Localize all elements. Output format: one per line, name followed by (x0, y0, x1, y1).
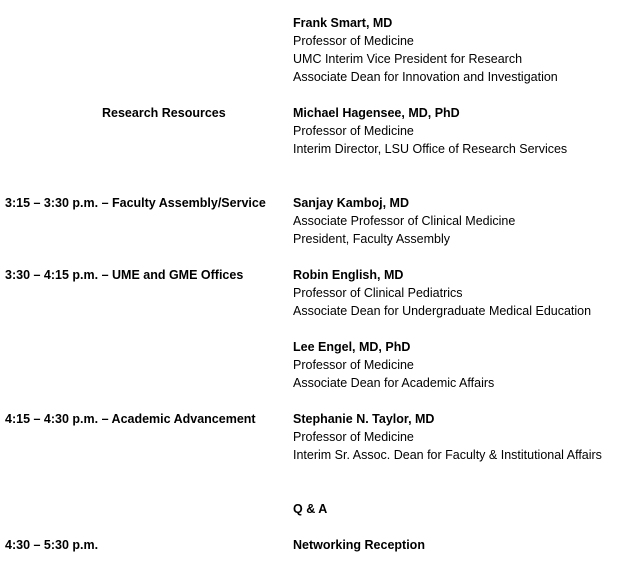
speaker-taylor-title: Professor of Medicine (293, 430, 414, 444)
speaker-hagensee-title: Interim Director, LSU Office of Research Services (293, 142, 568, 156)
speaker-smart-title: Professor of Medicine (293, 34, 414, 48)
speaker-hagensee-name: Michael Hagensee, MD, PhD (293, 106, 460, 120)
speaker-english-title: Professor of Clinical Pediatrics (293, 286, 463, 300)
speaker-smart-title: Associate Dean for Innovation and Investigation (293, 70, 558, 84)
speaker-english-title: Associate Dean for Undergraduate Medical Education (293, 304, 592, 318)
speaker-engel-title: Associate Dean for Academic Affairs (293, 376, 495, 390)
speaker-kamboj-title: President, Faculty Assembly (293, 232, 451, 246)
speaker-kamboj-name: Sanjay Kamboj, MD (293, 196, 409, 210)
session-ume-gme: 3:30 – 4:15 p.m. – UME and GME Offices (5, 268, 244, 282)
speaker-kamboj-title: Associate Professor of Clinical Medicine (293, 214, 516, 228)
speaker-smart-title: UMC Interim Vice President for Research (293, 52, 523, 66)
session-research-resources: Research Resources (102, 106, 226, 120)
speaker-engel-title: Professor of Medicine (293, 358, 414, 372)
speaker-smart-name: Frank Smart, MD (293, 16, 393, 30)
session-faculty-assembly: 3:15 – 3:30 p.m. – Faculty Assembly/Service (5, 196, 266, 210)
session-networking-reception: Networking Reception (293, 538, 425, 552)
session-networking-time: 4:30 – 5:30 p.m. (5, 538, 99, 552)
session-academic-advancement: 4:15 – 4:30 p.m. – Academic Advancement (5, 412, 256, 426)
speaker-taylor-name: Stephanie N. Taylor, MD (293, 412, 435, 426)
speaker-hagensee-title: Professor of Medicine (293, 124, 414, 138)
speaker-taylor-title: Interim Sr. Assoc. Dean for Faculty & Institutional Affairs (293, 448, 602, 462)
session-qa: Q & A (293, 502, 328, 516)
speaker-english-name: Robin English, MD (293, 268, 404, 282)
speaker-engel-name: Lee Engel, MD, PhD (293, 340, 411, 354)
